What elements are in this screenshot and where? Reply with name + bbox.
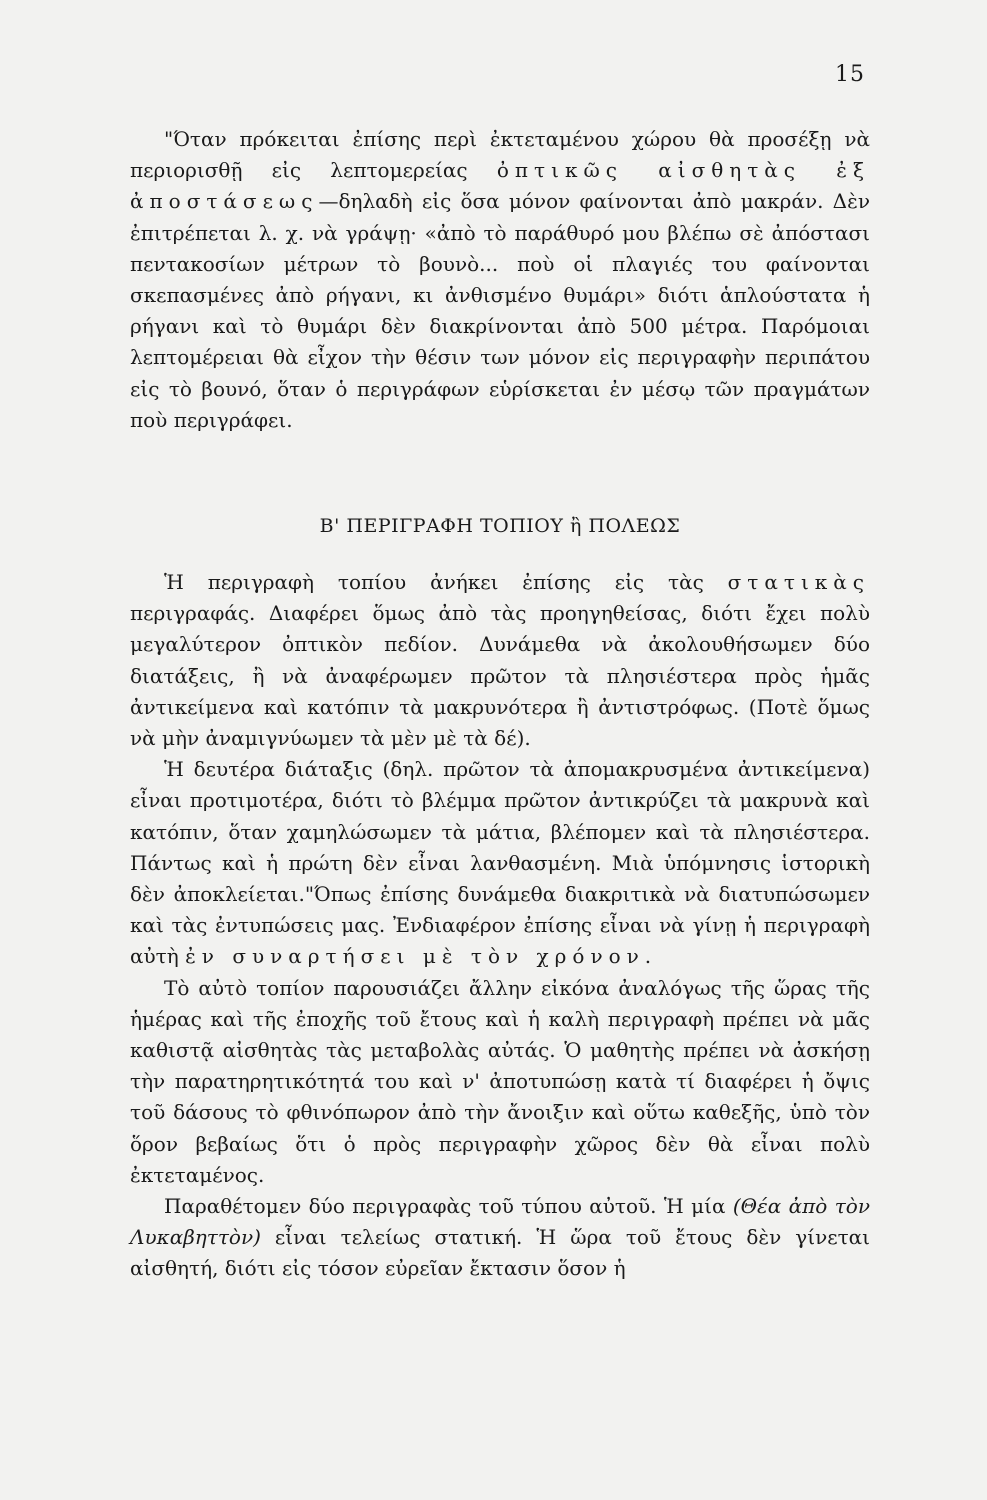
- section-heading: Β' ΠΕΡΙΓΡΑΦΗ ΤΟΠΙΟΥ ἢ ΠΟΛΕΩΣ: [319, 515, 681, 537]
- text-block-main: [130, 567, 870, 1285]
- text-block-top: [130, 124, 870, 436]
- paragraph-5: Παραθέτομεν δύο περιγραφὰς τοῦ τύπου αὐτοῦ. Ἡ μία (Θέα ἀπὸ τὸν Λυκαβηττὸν) εἶναι τελείως στατική. Ἡ ὥρα τοῦ ἔτους δὲν γίνεται αἰσθητή, διότι εἰς τόσον εὐρεῖαν ἔκτασιν ὅσον ἡ: [130, 1194, 870, 1281]
- spaced-emphasis: ἐν συναρτήσει μὲ τὸν χρόνον.: [185, 944, 658, 969]
- paragraph-3: Ἡ δευτέρα διάταξις (δηλ. πρῶτον τὰ ἀπομακρυσμένα ἀντικείμενα) εἶναι προτιμοτέρα, διότι τὸ βλέμμα πρῶτον ἀντικρύζει τὰ μακρυνὰ καὶ κατόπιν, ὅταν χαμηλώσωμεν τὰ μάτια, βλέπομεν καὶ τὰ πλησιέστερα. Πάντως καὶ ἡ πρώτη δὲν εἶναι λανθασμένη. Μιὰ ὑπόμνησις ἱστορικὴ δὲν ἀποκλείεται."Όπως ἐπίσης δυνάμεθα διακριτικὰ νὰ διατυπώσωμεν καὶ τὰς ἐντυπώσεις μας. Ἐνδιαφέρον ἐπίσης εἶναι νὰ γίνῃ ἡ περιγραφὴ αὐτὴ ἐν συναρτήσει μὲ τὸν χρόνον.: [130, 757, 870, 969]
- page-number: 15: [835, 62, 865, 87]
- paragraph-1: "Όταν πρόκειται ἐπίσης περὶ ἐκτεταμένου χώρου θὰ προσέξῃ νὰ περιορισθῇ εἰς λεπτομερείας ὀπτικῶς αἰσθητὰς ἐξ ἀποστάσεως—δηλαδὴ εἰς ὅσα μόνον φαίνονται ἀπὸ μακράν. Δὲν ἐπιτρέπεται λ. χ. νὰ γράψῃ· «ἀπὸ τὸ παράθυρό μου βλέπω σὲ ἀπόστασι πεντακοσίων μέτρων τὸ βουνὸ... ποὺ οἱ πλαγιές του φαίνονται σκεπασμένες ἀπὸ ρήγανι, κι ἀνθισμένο θυμάρι» διότι ἁπλούστατα ἡ ρήγανι καὶ τὸ θυμάρι δὲν διακρίνονται ἀπὸ 500 μέτρα. Παρόμοιαι λεπτομέρειαι θὰ εἶχον τὴν θέσιν των μόνον εἰς περιγραφὴν περιπάτου εἰς τὸ βουνό, ὅταν ὁ περιγράφων εὑρίσκεται ἐν μέσῳ τῶν πραγμάτων ποὺ περιγράφει.: [130, 127, 871, 432]
- spaced-emphasis: στατικὰς: [727, 570, 870, 594]
- italic-title: (Θέα ἀπὸ τὸν Λυκαβηττὸν): [130, 1194, 870, 1250]
- spaced-emphasis: ὀπτικῶς αἰσθητὰς ἐξ ἀποστάσεως: [130, 158, 871, 214]
- paragraph-4: Τὸ αὐτὸ τοπίον παρουσιάζει ἄλλην εἰκόνα ἀναλόγως τῆς ὥρας τῆς ἡμέρας καὶ τῆς ἐποχῆς τοῦ ἔτους καὶ ἡ καλὴ περιγραφὴ πρέπει νὰ μᾶς καθιστᾷ αἰσθητὰς τὰς μεταβολὰς αὐτάς. Ὁ μαθητὴς πρέπει νὰ ἀσκήσῃ τὴν παρατηρητικότητά του καὶ ν' ἀποτυπώσῃ κατὰ τί διαφέρει ἡ ὄψις τοῦ δάσους τὸ φθινόπωρον ἀπὸ τὴν ἄνοιξιν καὶ οὕτω καθεξῆς, ὑπὸ τὸν ὅρον βεβαίως ὅτι ὁ πρὸς περιγραφὴν χῶρος δὲν θὰ εἶναι πολὺ ἐκτεταμένος.: [130, 975, 870, 1187]
- paragraph-2: Ἡ περιγραφὴ τοπίου ἀνήκει ἐπίσης εἰς τὰς στατικὰς περιγραφάς. Διαφέρει ὅμως ἀπὸ τὰς προηγηθείσας, διότι ἔχει πολὺ μεγαλύτερον ὀπτικὸν πεδίον. Δυνάμεθα νὰ ἀκολουθήσωμεν δύο διατάξεις, ἢ νὰ ἀναφέρωμεν πρῶτον τὰ πλησιέστερα πρὸς ἡμᾶς ἀντικείμενα καὶ κατόπιν τὰ μακρυνότερα ἢ ἀντιστρόφως. (Ποτὲ ὅμως νὰ μὴν ἀναμιγνύωμεν τὰ μὲν μὲ τὰ δέ).: [130, 570, 870, 751]
